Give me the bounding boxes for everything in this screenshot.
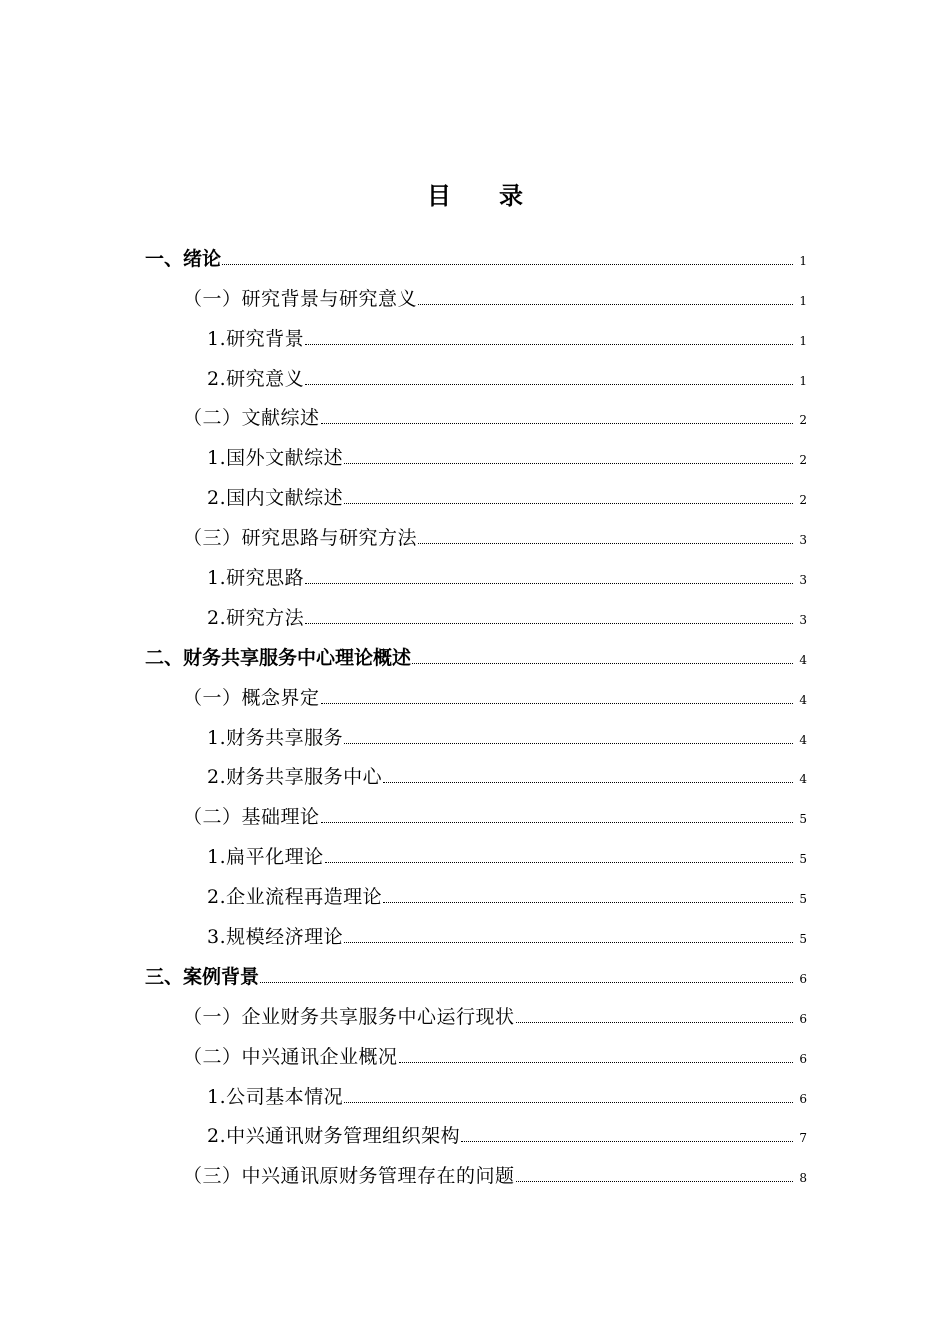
- toc-entry-label[interactable]: 2.研究方法: [207, 606, 305, 629]
- toc-dot-leader: [321, 423, 793, 424]
- toc-entry[interactable]: [0, 997, 950, 1037]
- toc-entry[interactable]: [0, 239, 950, 279]
- toc-page-number[interactable]: 6: [799, 1091, 807, 1106]
- toc-entry[interactable]: [0, 877, 950, 917]
- toc-page-number[interactable]: 5: [799, 812, 807, 827]
- toc-entry-label[interactable]: 一、绪论: [145, 247, 222, 270]
- toc-page-number[interactable]: 2: [799, 413, 807, 428]
- toc-entry-label[interactable]: 二、财务共享服务中心理论概述: [145, 646, 412, 669]
- toc-page-number[interactable]: 4: [799, 652, 807, 667]
- toc-entry-label[interactable]: （二）中兴通讯企业概况: [183, 1045, 398, 1068]
- toc-entry[interactable]: [0, 478, 950, 518]
- toc-dot-leader: [383, 902, 793, 903]
- toc-page-number[interactable]: 4: [799, 732, 807, 747]
- toc-dot-leader: [516, 1022, 793, 1023]
- toc-entry[interactable]: [0, 917, 950, 957]
- toc-entry-label[interactable]: 2.财务共享服务中心: [207, 766, 383, 789]
- toc-page-number[interactable]: 6: [799, 971, 807, 986]
- toc-dot-leader: [325, 862, 793, 863]
- toc-dot-leader: [344, 743, 793, 744]
- toc-page-number[interactable]: 6: [799, 1051, 807, 1066]
- toc-page-number[interactable]: 1: [799, 333, 807, 348]
- toc-entry[interactable]: [0, 438, 950, 478]
- toc-dot-leader: [260, 982, 793, 983]
- toc-entry[interactable]: [0, 279, 950, 319]
- toc-dot-leader: [305, 583, 793, 584]
- toc-page-number[interactable]: 4: [799, 692, 807, 707]
- toc-page-number[interactable]: 1: [799, 253, 807, 268]
- toc-dot-leader: [305, 384, 793, 385]
- toc-dot-leader: [222, 264, 793, 265]
- toc-entry[interactable]: [0, 797, 950, 837]
- toc-entry[interactable]: [0, 718, 950, 758]
- toc-page-number[interactable]: 3: [799, 573, 807, 588]
- toc-entry[interactable]: [0, 837, 950, 877]
- toc-dot-leader: [418, 543, 793, 544]
- toc-entry[interactable]: [0, 558, 950, 598]
- toc-entry-label[interactable]: （一）研究背景与研究意义: [183, 287, 418, 310]
- toc-dot-leader: [399, 1062, 793, 1063]
- toc-dot-leader: [321, 703, 793, 704]
- toc-entry-label[interactable]: （一）企业财务共享服务中心运行现状: [183, 1005, 515, 1028]
- toc-entry-label[interactable]: （一）概念界定: [183, 686, 320, 709]
- toc-page-number[interactable]: 3: [799, 533, 807, 548]
- toc-entry-label[interactable]: 2.中兴通讯财务管理组织架构: [207, 1125, 461, 1148]
- toc-page-number[interactable]: 5: [799, 932, 807, 947]
- toc-entry-label[interactable]: 1.财务共享服务: [207, 726, 344, 749]
- toc-entry[interactable]: [0, 678, 950, 718]
- toc-dot-leader: [305, 344, 793, 345]
- toc-entry[interactable]: [0, 957, 950, 997]
- toc-entry-label[interactable]: 2.国内文献综述: [207, 487, 344, 510]
- toc-entry-label[interactable]: 1.扁平化理论: [207, 846, 324, 869]
- toc-dot-leader: [412, 663, 793, 664]
- toc-entry-label[interactable]: 1.国外文献综述: [207, 447, 344, 470]
- toc-dot-leader: [383, 782, 793, 783]
- toc-dot-leader: [418, 304, 793, 305]
- toc-page-number[interactable]: 4: [799, 772, 807, 787]
- toc-dot-leader: [461, 1141, 793, 1142]
- toc-entry[interactable]: [0, 638, 950, 678]
- toc-entry[interactable]: [0, 1117, 950, 1157]
- toc-dot-leader: [344, 463, 793, 464]
- toc-page-number[interactable]: 5: [799, 852, 807, 867]
- toc-entry[interactable]: [0, 319, 950, 359]
- toc-dot-leader: [344, 942, 793, 943]
- toc-dot-leader: [516, 1181, 793, 1182]
- toc-entry-label[interactable]: （二）基础理论: [183, 806, 320, 829]
- toc-dot-leader: [344, 1102, 793, 1103]
- toc-entry-label[interactable]: （三）中兴通讯原财务管理存在的问题: [183, 1165, 515, 1188]
- toc-page-number[interactable]: 8: [799, 1171, 807, 1186]
- toc-page-number[interactable]: 5: [799, 892, 807, 907]
- toc-page-number[interactable]: 1: [799, 373, 807, 388]
- toc-entry[interactable]: [0, 598, 950, 638]
- toc-dot-leader: [305, 623, 793, 624]
- toc-entry[interactable]: [0, 399, 950, 439]
- toc-entry-label[interactable]: 三、案例背景: [145, 965, 260, 988]
- toc-entry-label[interactable]: 1.研究背景: [207, 327, 305, 350]
- toc-entry[interactable]: [0, 359, 950, 399]
- toc-entry[interactable]: [0, 758, 950, 798]
- toc-entry-label[interactable]: （三）研究思路与研究方法: [183, 527, 418, 550]
- toc-title-part2: 录: [499, 182, 523, 210]
- toc-page-number[interactable]: 7: [799, 1131, 807, 1146]
- toc-entry-label[interactable]: 2.研究意义: [207, 367, 305, 390]
- toc-entry-label[interactable]: 1.公司基本情况: [207, 1085, 344, 1108]
- toc-entry-label[interactable]: 1.研究思路: [207, 567, 305, 590]
- toc-entry-label[interactable]: 3.规模经济理论: [207, 926, 344, 949]
- toc-page-number[interactable]: 3: [799, 612, 807, 627]
- toc-title: [0, 178, 950, 214]
- toc-entry[interactable]: [0, 518, 950, 558]
- toc-page-number[interactable]: 1: [799, 293, 807, 308]
- toc-entry[interactable]: [0, 1077, 950, 1117]
- toc-entry[interactable]: [0, 1156, 950, 1196]
- toc-page-number[interactable]: 2: [799, 453, 807, 468]
- toc-entry[interactable]: [0, 1037, 950, 1077]
- toc-page-number[interactable]: 6: [799, 1011, 807, 1026]
- toc-title-part1: 目: [427, 182, 451, 210]
- toc-dot-leader: [344, 503, 793, 504]
- toc-list: [0, 239, 950, 1196]
- toc-dot-leader: [321, 822, 793, 823]
- toc-page-number[interactable]: 2: [799, 493, 807, 508]
- toc-entry-label[interactable]: （二）文献综述: [183, 407, 320, 430]
- toc-entry-label[interactable]: 2.企业流程再造理论: [207, 886, 383, 909]
